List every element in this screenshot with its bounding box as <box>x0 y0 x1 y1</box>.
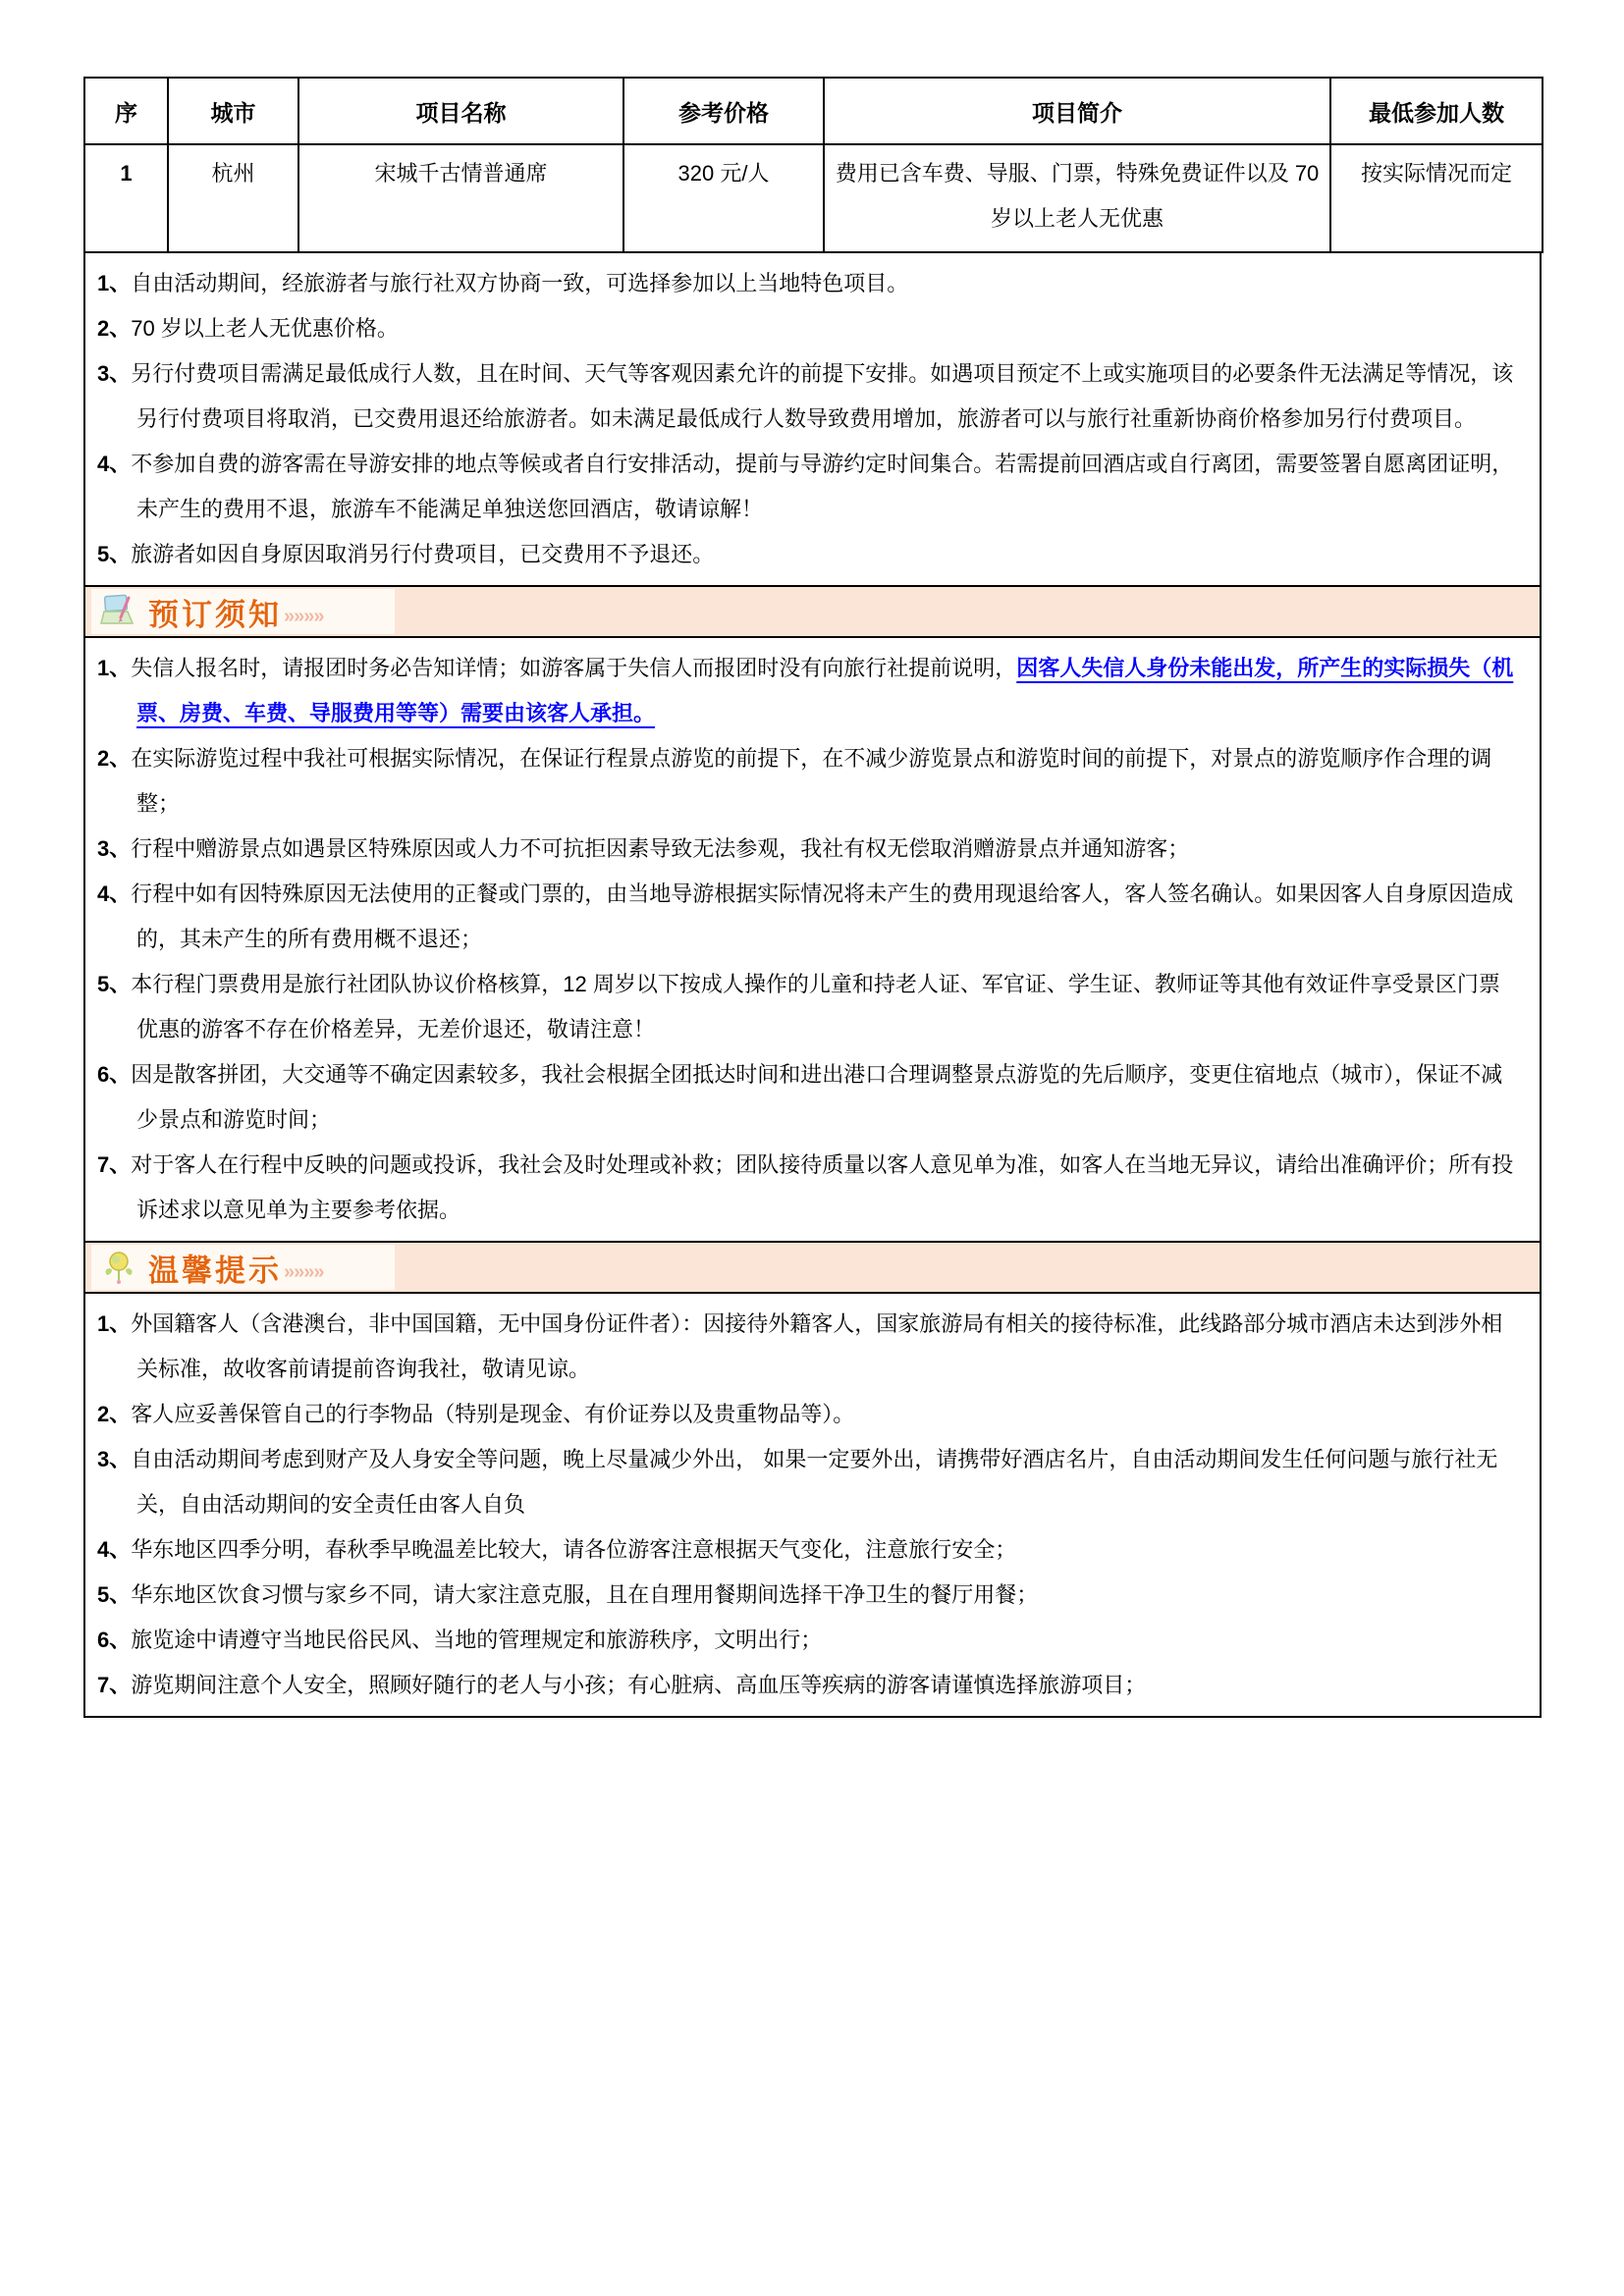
note-text: 客人应妥善保管自己的行李物品（特别是现金、有价证券以及贵重物品等）。 <box>131 1402 855 1426</box>
note-item <box>97 646 1520 736</box>
warm-tips-header <box>83 1241 1542 1294</box>
note-text: 行程中如有因特殊原因无法使用的正餐或门票的，由当地导游根据实际情况将未产生的费用现退给客人，客人签名确认。如果因客人自身原因造成的，其未产生的所有费用概不退还； <box>131 881 1514 951</box>
header-seq: 序 <box>84 78 168 144</box>
note-item <box>97 261 1520 306</box>
note-number: 7、 <box>97 1673 132 1697</box>
cell-min-participants: 按实际情况而定 <box>1330 144 1543 252</box>
note-text: 对于客人在行程中反映的问题或投诉，我社会及时处理或补救；团队接待质量以客人意见单为准，如客人在当地无异议，请给出准确评价；所有投诉述求以意见单为主要参考依据。 <box>131 1152 1514 1222</box>
note-text: 因是散客拼团，大交通等不确定因素较多，我社会根据全团抵达时间和进出港口合理调整景点游览的先后顺序，变更住宿地点（城市），保证不减少景点和游览时间； <box>131 1062 1503 1132</box>
note-item <box>97 532 1520 577</box>
booking-notice-list <box>97 646 1520 1233</box>
cell-seq: 1 <box>84 144 168 252</box>
booking-notice-section <box>83 636 1542 1243</box>
note-text: 70 岁以上老人无优惠价格。 <box>131 316 399 341</box>
note-item <box>97 1527 1520 1573</box>
note-number: 2、 <box>97 316 132 341</box>
table-header-row <box>84 78 1543 144</box>
note-text: 旅览途中请遵守当地民俗民风、当地的管理规定和旅游秩序，文明出行； <box>131 1628 823 1652</box>
header-item-intro: 项目简介 <box>824 78 1330 144</box>
note-text: 华东地区饮食习惯与家乡不同，请大家注意克服，且在自理用餐期间选择干净卫生的餐厅用餐； <box>131 1582 1039 1607</box>
note-text: 游览期间注意个人安全，照顾好随行的老人与小孩；有心脏病、高血压等疾病的游客请谨慎选择旅游项目； <box>131 1673 1147 1697</box>
chevron-arrows-icon: »»»» <box>284 606 324 627</box>
note-number: 1、 <box>97 1311 132 1336</box>
cell-item-name: 宋城千古情普通席 <box>298 144 623 252</box>
self-pay-notes-list <box>97 261 1520 577</box>
note-number: 5、 <box>97 972 132 996</box>
chevron-arrows-icon: »»»» <box>284 1261 324 1283</box>
note-number: 1、 <box>97 271 132 295</box>
note-number: 5、 <box>97 1582 132 1607</box>
note-text: 在实际游览过程中我社可根据实际情况，在保证行程景点游览的前提下，在不减少游览景点和游览时间的前提下，对景点的游览顺序作合理的调整； <box>131 746 1492 816</box>
note-item <box>97 442 1520 532</box>
table-row <box>84 144 1543 252</box>
note-text: 外国籍客人（含港澳台，非中国国籍，无中国身份证件者）：因接待外籍客人，国家旅游局有相关的接待标准，此线路部分城市酒店未达到涉外相关标准，故收客前请提前咨询我社，敬请见谅。 <box>131 1311 1503 1381</box>
header-item-name: 项目名称 <box>298 78 623 144</box>
laptop-pen-icon <box>99 591 140 632</box>
self-pay-notes-section <box>83 251 1542 587</box>
note-number: 4、 <box>97 452 132 476</box>
header-ref-price: 参考价格 <box>623 78 824 144</box>
note-number: 1、 <box>97 656 132 680</box>
highlighted-warning-text: 因客人失信人身份未能出发，所产生的实际损失（机票、房费、车费、导服费用等等）需要由该客人承担。 <box>136 656 1514 725</box>
header-min-participants: 最低参加人数 <box>1330 78 1543 144</box>
note-text: 自由活动期间，经旅游者与旅行社双方协商一致，可选择参加以上当地特色项目。 <box>131 271 909 295</box>
note-item <box>97 1618 1520 1663</box>
note-item <box>97 872 1520 962</box>
header-city: 城市 <box>168 78 298 144</box>
note-item <box>97 736 1520 827</box>
note-number: 6、 <box>97 1062 132 1087</box>
note-text: 失信人报名时，请报团时务必告知详情；如游客属于失信人而报团时没有向旅行社提前说明， <box>131 656 1017 680</box>
note-number: 2、 <box>97 1402 132 1426</box>
booking-notice-header-inner <box>91 589 395 634</box>
warm-tips-section <box>83 1292 1542 1718</box>
itinerary-notes-document <box>83 77 1542 1718</box>
section-title: 预订须知 <box>148 597 282 632</box>
flower-icon <box>99 1247 140 1288</box>
warm-tips-header-inner <box>91 1245 395 1290</box>
note-text: 华东地区四季分明，春秋季早晚温差比较大，请各位游客注意根据天气变化，注意旅行安全； <box>131 1537 1017 1562</box>
cell-city: 杭州 <box>168 144 298 252</box>
cell-ref-price: 320 元/人 <box>623 144 824 252</box>
note-item <box>97 962 1520 1052</box>
note-item <box>97 1663 1520 1708</box>
note-text: 自由活动期间考虑到财产及人身安全等问题，晚上尽量减少外出， 如果一定要外出，请携带好酒店名片，自由活动期间发生任何问题与旅行社无关，自由活动期间的安全责任由客人自负 <box>131 1447 1498 1517</box>
note-number: 6、 <box>97 1628 132 1652</box>
warm-tips-list <box>97 1302 1520 1708</box>
note-item <box>97 306 1520 351</box>
note-item <box>97 1437 1520 1527</box>
note-number: 3、 <box>97 361 132 386</box>
note-number: 5、 <box>97 542 132 566</box>
note-item <box>97 1302 1520 1392</box>
note-number: 7、 <box>97 1152 132 1177</box>
booking-notice-header <box>83 585 1542 638</box>
cell-item-intro: 费用已含车费、导服、门票，特殊免费证件以及 70 岁以上老人无优惠 <box>824 144 1330 252</box>
note-number: 2、 <box>97 746 132 771</box>
note-text: 行程中赠游景点如遇景区特殊原因或人力不可抗拒因素导致无法参观，我社有权无偿取消赠游景点并通知游客； <box>131 836 1190 861</box>
note-text: 另行付费项目需满足最低成行人数，且在时间、天气等客观因素允许的前提下安排。如遇项目预定不上或实施项目的必要条件无法满足等情况，该另行付费项目将取消，已交费用退还给旅游者。如未满足最低成行人数导致费用增加，旅游者可以与旅行社重新协商价格参加另行付费项目。 <box>131 361 1514 431</box>
note-number: 3、 <box>97 836 132 861</box>
note-number: 4、 <box>97 881 132 906</box>
note-text: 不参加自费的游客需在导游安排的地点等候或者自行安排活动，提前与导游约定时间集合。若需提前回酒店或自行离团，需要签署自愿离团证明，未产生的费用不退，旅游车不能满足单独送您回酒店，敬请谅解！ <box>131 452 1514 521</box>
note-text: 旅游者如因自身原因取消另行付费项目，已交费用不予退还。 <box>131 542 715 566</box>
note-item <box>97 1573 1520 1618</box>
note-number: 3、 <box>97 1447 132 1471</box>
note-item <box>97 1052 1520 1143</box>
section-title: 温馨提示 <box>148 1253 282 1288</box>
note-item <box>97 351 1520 442</box>
note-item <box>97 1143 1520 1233</box>
note-item <box>97 1392 1520 1437</box>
note-number: 4、 <box>97 1537 132 1562</box>
note-item <box>97 827 1520 872</box>
self-pay-items-table <box>83 77 1543 253</box>
note-text: 本行程门票费用是旅行社团队协议价格核算，12 周岁以下按成人操作的儿童和持老人证、军官证、学生证、教师证等其他有效证件享受景区门票优惠的游客不存在价格差异，无差价退还，敬请注意！ <box>131 972 1500 1041</box>
